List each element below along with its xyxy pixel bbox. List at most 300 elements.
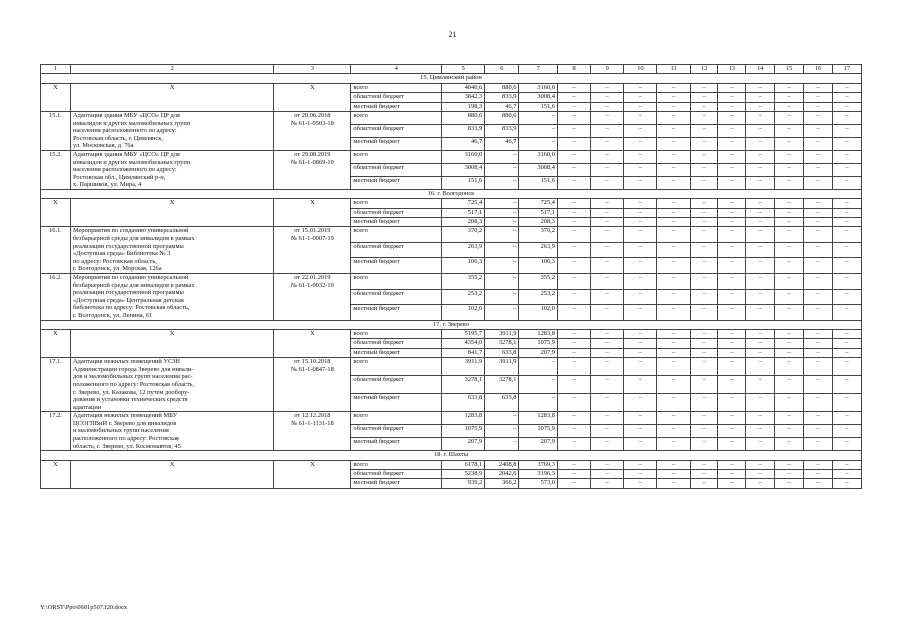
value-col6: – xyxy=(485,274,519,290)
value-col11: – xyxy=(657,227,690,243)
item-document: от 20.06.2018 № 61-1-0503-18 xyxy=(274,111,351,150)
column-number: 4 xyxy=(351,65,442,74)
item-number: 17.2. xyxy=(41,412,71,451)
value-col9: – xyxy=(591,479,624,488)
value-col9: – xyxy=(591,274,624,290)
section-title: 17. г. Зверево xyxy=(41,320,862,329)
value-col11: – xyxy=(657,83,690,92)
value-col12: – xyxy=(690,199,718,208)
funding-type: областной бюджет xyxy=(351,289,442,305)
value-col11: – xyxy=(657,425,690,438)
value-col15: – xyxy=(775,412,804,425)
item-number: 16.2. xyxy=(41,274,71,321)
value-col15: – xyxy=(775,394,804,412)
value-col10: – xyxy=(624,137,657,150)
value-col17: – xyxy=(832,358,861,376)
value-col10: – xyxy=(624,274,657,290)
item-description: Адаптация здания МБУ «ЦСО» ЦР для инвалидов и других маломобильных групп населения расположенного по адресу: Ростовская область, г. Цимлянск, ул. Московская, д. 76а xyxy=(70,111,273,150)
value-col14: – xyxy=(746,218,775,227)
value-col10: – xyxy=(624,376,657,394)
value-col17: – xyxy=(832,329,861,338)
value-col11: – xyxy=(657,218,690,227)
column-number: 13 xyxy=(718,65,746,74)
value-col8: – xyxy=(557,425,590,438)
value-col15: – xyxy=(775,329,804,338)
column-number: 11 xyxy=(657,65,690,74)
value-col16: – xyxy=(804,176,833,189)
value-col8: – xyxy=(557,258,590,274)
value-col14: – xyxy=(746,425,775,438)
item-document: Х xyxy=(274,83,351,111)
value-col7: 208,3 xyxy=(519,218,558,227)
value-col16: – xyxy=(804,339,833,348)
value-col15: – xyxy=(775,83,804,92)
value-col6: 2408,8 xyxy=(485,460,519,469)
value-col10: – xyxy=(624,176,657,189)
value-col7: 1283,8 xyxy=(519,412,558,425)
value-col13: – xyxy=(718,93,746,102)
value-col17: – xyxy=(832,163,861,176)
value-col11: – xyxy=(657,258,690,274)
value-col9: – xyxy=(591,339,624,348)
value-col17: – xyxy=(832,83,861,92)
value-col5: 207,9 xyxy=(442,438,485,451)
item-document: Х xyxy=(274,329,351,357)
value-col11: – xyxy=(657,137,690,150)
value-col10: – xyxy=(624,394,657,412)
value-col11: – xyxy=(657,460,690,469)
value-col14: – xyxy=(746,339,775,348)
value-col10: – xyxy=(624,199,657,208)
value-col16: – xyxy=(804,425,833,438)
value-col14: – xyxy=(746,394,775,412)
value-col16: – xyxy=(804,329,833,338)
value-col15: – xyxy=(775,208,804,217)
value-col9: – xyxy=(591,199,624,208)
value-col7: 102,0 xyxy=(519,305,558,321)
value-col10: – xyxy=(624,348,657,357)
value-col10: – xyxy=(624,163,657,176)
value-col11: – xyxy=(657,479,690,488)
item-row xyxy=(41,358,862,376)
value-col15: – xyxy=(775,176,804,189)
value-col12: – xyxy=(690,479,718,488)
value-col12: – xyxy=(690,242,718,258)
value-col6: 833,9 xyxy=(485,93,519,102)
item-number: 15.2. xyxy=(41,150,71,189)
value-col5: 6178,1 xyxy=(442,460,485,469)
item-number: Х xyxy=(41,199,71,227)
funding-type: всего xyxy=(351,83,442,92)
value-col9: – xyxy=(591,394,624,412)
value-col6: – xyxy=(485,227,519,243)
value-col8: – xyxy=(557,163,590,176)
value-col5: 1075,9 xyxy=(442,425,485,438)
item-row xyxy=(41,150,862,163)
value-col17: – xyxy=(832,258,861,274)
value-col6: – xyxy=(485,242,519,258)
value-col17: – xyxy=(832,348,861,357)
value-col6: – xyxy=(485,208,519,217)
item-description: Адаптация нежилых помещений МБУ ЦСОГПВиИ г. Зверево для инвалидов и маломобильных групп населения расположенного по адресу: Ростовская область, г. Зверево, ул. Космонавтов, 45 xyxy=(70,412,273,451)
value-col15: – xyxy=(775,258,804,274)
value-col15: – xyxy=(775,227,804,243)
value-col6: 366,2 xyxy=(485,479,519,488)
value-col10: – xyxy=(624,425,657,438)
item-number: Х xyxy=(41,83,71,111)
value-col13: – xyxy=(718,412,746,425)
value-col12: – xyxy=(690,102,718,111)
funding-type: всего xyxy=(351,111,442,124)
value-col13: – xyxy=(718,358,746,376)
value-col7: 3769,3 xyxy=(519,460,558,469)
value-col16: – xyxy=(804,137,833,150)
item-document: Х xyxy=(274,460,351,488)
value-col5: 370,2 xyxy=(442,227,485,243)
value-col11: – xyxy=(657,163,690,176)
value-col6: – xyxy=(485,163,519,176)
value-col8: – xyxy=(557,176,590,189)
value-col16: – xyxy=(804,289,833,305)
column-number: 2 xyxy=(70,65,273,74)
value-col10: – xyxy=(624,208,657,217)
value-col13: – xyxy=(718,470,746,479)
value-col12: – xyxy=(690,218,718,227)
value-col11: – xyxy=(657,199,690,208)
value-col7: 1075,9 xyxy=(519,339,558,348)
value-col7: – xyxy=(519,124,558,137)
funding-type: местный бюджет xyxy=(351,102,442,111)
value-col17: – xyxy=(832,394,861,412)
value-col9: – xyxy=(591,137,624,150)
value-col8: – xyxy=(557,358,590,376)
value-col5: 4354,0 xyxy=(442,339,485,348)
value-col12: – xyxy=(690,258,718,274)
value-col9: – xyxy=(591,305,624,321)
value-col13: – xyxy=(718,438,746,451)
value-col5: 833,9 xyxy=(442,124,485,137)
section-total-row xyxy=(41,199,862,208)
value-col12: – xyxy=(690,137,718,150)
value-col9: – xyxy=(591,242,624,258)
section-title: 15. Цимлянский район xyxy=(41,74,862,83)
value-col13: – xyxy=(718,376,746,394)
value-col8: – xyxy=(557,394,590,412)
value-col12: – xyxy=(690,376,718,394)
value-col14: – xyxy=(746,305,775,321)
value-col15: – xyxy=(775,242,804,258)
value-col17: – xyxy=(832,227,861,243)
value-col12: – xyxy=(690,329,718,338)
value-col7: 3196,3 xyxy=(519,470,558,479)
value-col7: – xyxy=(519,394,558,412)
value-col14: – xyxy=(746,137,775,150)
value-col7: 263,9 xyxy=(519,242,558,258)
value-col10: – xyxy=(624,227,657,243)
item-row xyxy=(41,227,862,243)
value-col8: – xyxy=(557,289,590,305)
value-col12: – xyxy=(690,274,718,290)
value-col12: – xyxy=(690,93,718,102)
value-col14: – xyxy=(746,438,775,451)
value-col5: 198,3 xyxy=(442,102,485,111)
value-col7: 1283,8 xyxy=(519,329,558,338)
value-col17: – xyxy=(832,460,861,469)
value-col7: 151,6 xyxy=(519,102,558,111)
value-col8: – xyxy=(557,274,590,290)
funding-type: всего xyxy=(351,358,442,376)
value-col5: 1283,8 xyxy=(442,412,485,425)
column-number: 7 xyxy=(519,65,558,74)
value-col13: – xyxy=(718,460,746,469)
value-col15: – xyxy=(775,479,804,488)
item-document: от 15.01.2019 № 61-1-0007-19 xyxy=(274,227,351,274)
value-col5: 5195,7 xyxy=(442,329,485,338)
item-row xyxy=(41,412,862,425)
value-col11: – xyxy=(657,124,690,137)
value-col8: – xyxy=(557,93,590,102)
value-col6: 833,9 xyxy=(485,124,519,137)
value-col6: – xyxy=(485,176,519,189)
item-document: от 12.12.2018 № 61-1-1131-18 xyxy=(274,412,351,451)
value-col9: – xyxy=(591,376,624,394)
value-col16: – xyxy=(804,348,833,357)
value-col8: – xyxy=(557,137,590,150)
value-col7: – xyxy=(519,111,558,124)
value-col10: – xyxy=(624,242,657,258)
value-col10: – xyxy=(624,438,657,451)
funding-type: областной бюджет xyxy=(351,163,442,176)
column-number-row xyxy=(41,65,862,74)
value-col10: – xyxy=(624,412,657,425)
value-col12: – xyxy=(690,460,718,469)
value-col8: – xyxy=(557,479,590,488)
value-col5: 355,2 xyxy=(442,274,485,290)
section-header-row xyxy=(41,74,862,83)
value-col16: – xyxy=(804,358,833,376)
value-col5: 5238,9 xyxy=(442,470,485,479)
funding-type: местный бюджет xyxy=(351,218,442,227)
column-number: 15 xyxy=(775,65,804,74)
value-col12: – xyxy=(690,470,718,479)
value-col9: – xyxy=(591,150,624,163)
value-col8: – xyxy=(557,376,590,394)
funding-type: всего xyxy=(351,150,442,163)
value-col11: – xyxy=(657,150,690,163)
value-col12: – xyxy=(690,150,718,163)
value-col10: – xyxy=(624,124,657,137)
value-col11: – xyxy=(657,329,690,338)
value-col12: – xyxy=(690,412,718,425)
section-header-row xyxy=(41,451,862,460)
value-col6: – xyxy=(485,289,519,305)
value-col6: – xyxy=(485,218,519,227)
value-col7: 3008,4 xyxy=(519,163,558,176)
item-document: от 29.08.2019 № 61-1-0869-19 xyxy=(274,150,351,189)
funding-type: местный бюджет xyxy=(351,258,442,274)
funding-type: областной бюджет xyxy=(351,208,442,217)
value-col11: – xyxy=(657,348,690,357)
value-col7: 3008,4 xyxy=(519,93,558,102)
value-col13: – xyxy=(718,289,746,305)
value-col14: – xyxy=(746,208,775,217)
value-col8: – xyxy=(557,83,590,92)
value-col13: – xyxy=(718,305,746,321)
value-col10: – xyxy=(624,470,657,479)
value-col5: 3911,9 xyxy=(442,358,485,376)
item-description: Мероприятия по созданию универсальной безбарьерной среды для инвалидов в рамках реализации государственной программы «Доступная среда» Центральная детская библиотека по адресу: Ростовская область, г. Волгодонск, ул. Ленина, 61 xyxy=(70,274,273,321)
value-col13: – xyxy=(718,258,746,274)
page-number: 21 xyxy=(448,30,457,39)
value-col15: – xyxy=(775,305,804,321)
value-col6: 46,7 xyxy=(485,137,519,150)
value-col17: – xyxy=(832,425,861,438)
value-col17: – xyxy=(832,150,861,163)
section-total-row xyxy=(41,83,862,92)
value-col7: – xyxy=(519,137,558,150)
value-col14: – xyxy=(746,258,775,274)
value-col14: – xyxy=(746,102,775,111)
value-col9: – xyxy=(591,329,624,338)
value-col5: 263,9 xyxy=(442,242,485,258)
item-document: Х xyxy=(274,199,351,227)
value-col15: – xyxy=(775,289,804,305)
value-col14: – xyxy=(746,479,775,488)
value-col13: – xyxy=(718,329,746,338)
value-col5: 151,6 xyxy=(442,176,485,189)
value-col6: – xyxy=(485,258,519,274)
value-col10: – xyxy=(624,358,657,376)
value-col17: – xyxy=(832,242,861,258)
value-col8: – xyxy=(557,111,590,124)
funding-type: местный бюджет xyxy=(351,438,442,451)
value-col10: – xyxy=(624,289,657,305)
value-col12: – xyxy=(690,163,718,176)
item-description: Адаптация нежилых помещений УСЗН Администрации города Зверево для инвали- дов и маломобильных групп населения рас- положенного по адресу: Ростовская область, г. Зверево, ул. Казакова, 12 путем дообору- дования и установки технических средств адаптации xyxy=(70,358,273,412)
value-col8: – xyxy=(557,470,590,479)
value-col10: – xyxy=(624,305,657,321)
item-number: 17.1. xyxy=(41,358,71,412)
value-col14: – xyxy=(746,111,775,124)
value-col9: – xyxy=(591,425,624,438)
value-col7: 355,2 xyxy=(519,274,558,290)
value-col12: – xyxy=(690,111,718,124)
value-col15: – xyxy=(775,460,804,469)
column-number: 5 xyxy=(442,65,485,74)
value-col13: – xyxy=(718,163,746,176)
item-row xyxy=(41,274,862,290)
value-col16: – xyxy=(804,412,833,425)
value-col17: – xyxy=(832,176,861,189)
value-col14: – xyxy=(746,242,775,258)
item-description: Х xyxy=(70,199,273,227)
value-col5: 3008,4 xyxy=(442,163,485,176)
value-col10: – xyxy=(624,258,657,274)
value-col10: – xyxy=(624,339,657,348)
value-col6: 3278,1 xyxy=(485,339,519,348)
value-col15: – xyxy=(775,102,804,111)
value-col10: – xyxy=(624,329,657,338)
section-title: 16. г. Волгодонск xyxy=(41,189,862,198)
value-col14: – xyxy=(746,289,775,305)
section-header-row xyxy=(41,189,862,198)
value-col17: – xyxy=(832,438,861,451)
value-col13: – xyxy=(718,124,746,137)
value-col5: 253,2 xyxy=(442,289,485,305)
value-col11: – xyxy=(657,111,690,124)
value-col17: – xyxy=(832,289,861,305)
section-header-row xyxy=(41,320,862,329)
value-col16: – xyxy=(804,83,833,92)
value-col14: – xyxy=(746,460,775,469)
value-col17: – xyxy=(832,274,861,290)
value-col5: 102,0 xyxy=(442,305,485,321)
column-number: 8 xyxy=(557,65,590,74)
value-col11: – xyxy=(657,274,690,290)
value-col5: 46,7 xyxy=(442,137,485,150)
value-col5: 880,6 xyxy=(442,111,485,124)
item-document: от 15.10.2018 № 61-1-0847-18 xyxy=(274,358,351,412)
value-col12: – xyxy=(690,83,718,92)
value-col17: – xyxy=(832,208,861,217)
funding-type: всего xyxy=(351,460,442,469)
item-number: Х xyxy=(41,329,71,357)
value-col13: – xyxy=(718,274,746,290)
value-col13: – xyxy=(718,242,746,258)
value-col6: – xyxy=(485,150,519,163)
value-col7: 573,0 xyxy=(519,479,558,488)
value-col9: – xyxy=(591,289,624,305)
column-number: 12 xyxy=(690,65,718,74)
value-col16: – xyxy=(804,208,833,217)
value-col8: – xyxy=(557,460,590,469)
value-col13: – xyxy=(718,348,746,357)
value-col16: – xyxy=(804,163,833,176)
value-col6: – xyxy=(485,412,519,425)
funding-type: местный бюджет xyxy=(351,348,442,357)
value-col16: – xyxy=(804,258,833,274)
funding-type: местный бюджет xyxy=(351,479,442,488)
value-col16: – xyxy=(804,376,833,394)
value-col14: – xyxy=(746,329,775,338)
column-number: 3 xyxy=(274,65,351,74)
value-col13: – xyxy=(718,150,746,163)
value-col11: – xyxy=(657,102,690,111)
value-col13: – xyxy=(718,111,746,124)
value-col8: – xyxy=(557,227,590,243)
value-col14: – xyxy=(746,470,775,479)
value-col9: – xyxy=(591,438,624,451)
value-col8: – xyxy=(557,329,590,338)
value-col10: – xyxy=(624,150,657,163)
item-number: 15.1. xyxy=(41,111,71,150)
funding-type: всего xyxy=(351,227,442,243)
value-col13: – xyxy=(718,218,746,227)
value-col17: – xyxy=(832,111,861,124)
value-col8: – xyxy=(557,124,590,137)
value-col7: 151,6 xyxy=(519,176,558,189)
item-description: Х xyxy=(70,460,273,488)
funding-type: областной бюджет xyxy=(351,93,442,102)
value-col9: – xyxy=(591,102,624,111)
value-col16: – xyxy=(804,102,833,111)
item-description: Х xyxy=(70,329,273,357)
value-col17: – xyxy=(832,93,861,102)
funding-type: местный бюджет xyxy=(351,394,442,412)
value-col14: – xyxy=(746,199,775,208)
value-col15: – xyxy=(775,124,804,137)
funding-type: областной бюджет xyxy=(351,124,442,137)
